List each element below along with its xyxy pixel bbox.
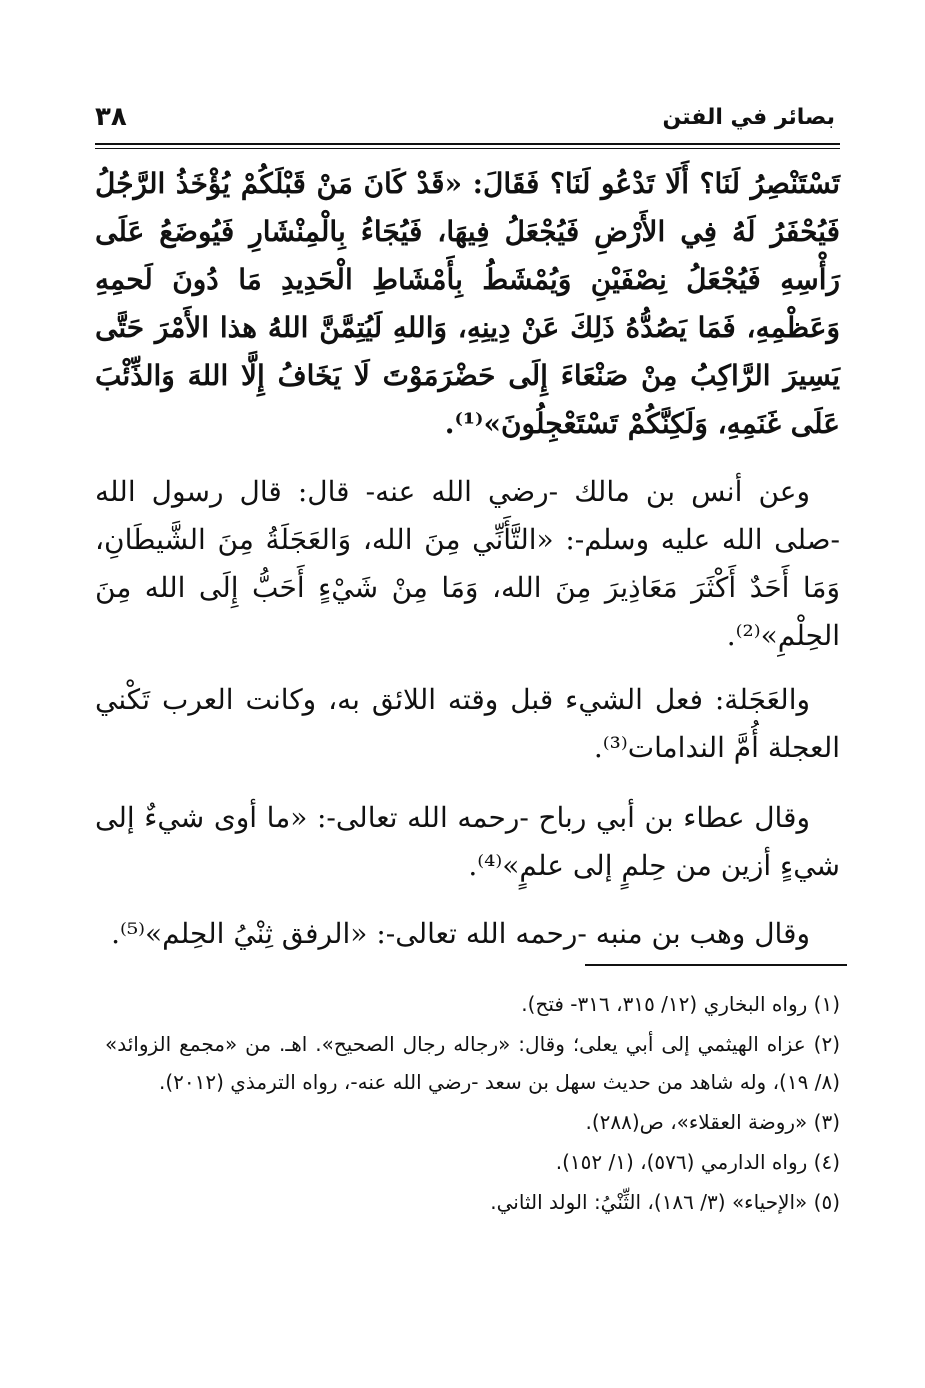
- footnote-2: (٢) عزاه الهيثمي إلى أبي يعلى؛ وقال: «رجاله رجال الصحيح». اهـ. من «مجمع الزوائد» (٨/ ١٩)، وله شاهد من حديث سهل بن سعد -رضي الله عنه-، رواه الترمذي (٢٠١٢).: [105, 1032, 840, 1094]
- footnote-3: (٣) «روضة العقلاء»، ص(٢٨٨).: [585, 1110, 840, 1134]
- footnote-separator: [585, 964, 847, 966]
- footnote-4: (٤) رواه الدارمي (٥٧٦)، (١/ ١٥٢).: [555, 1150, 840, 1174]
- paragraph-hadith-continuation: تَسْتَنْصِرُ لَنَا؟ أَلَا تَدْعُو لَنَا؟ فَقَالَ: «قَدْ كَانَ مَنْ قَبْلَكُمْ يُؤْخَذُ الرَّجُلُ فَيُحْفَرُ لَهُ فِي الأَرْضِ فَيُجْعَلُ فِيهَا، فَيُجَاءُ بِالْمِنْشَارِ فَيُوضَعُ عَلَى رَأْسِهِ فَيُجْعَلُ نِصْفَيْنِ وَيُمْشَطُ بِأَمْشَاطِ الْحَدِيدِ مَا دُونَ لَحمِهِ وَعَظْمِهِ، فَمَا يَصُدُّهُ ذَلِكَ عَنْ دِينِهِ، وَاللهِ لَيُتِمَّنَّ اللهُ هذا الأَمْرَ حَتَّى يَسِيرَ الرَّاكِبُ مِنْ صَنْعَاءَ إِلَى حَضْرَمَوْتَ لَا يَخَافُ إِلَّا اللهَ وَالذِّئْبَ عَلَى غَنَمِهِ، وَلَكِنَّكُمْ تَسْتَعْجِلُونَ»⁽¹⁾.: [95, 167, 840, 440]
- running-title: بصائر في الفتن: [662, 104, 835, 130]
- footnotes: [105, 985, 840, 1223]
- paragraph-ata-quote: وقال عطاء بن أبي رباح -رحمه الله تعالى-: «ما أوى شيءٌ إلى شيءٍ أزين من حِلمٍ إلى علمٍ»⁽⁴⁾.: [95, 801, 840, 882]
- header-rule-thin: [95, 148, 840, 149]
- main-text: [95, 160, 840, 958]
- paragraph-wahb-quote: وقال وهب بن منبه -رحمه الله تعالى-: «الرفق ثِنْيُ الحِلم»⁽⁵⁾.: [111, 917, 810, 950]
- page-number: ٣٨: [95, 102, 127, 132]
- footnote-5: (٥) «الإحياء» (٣/ ١٨٦)، الثِّنْيُ: الولد الثاني.: [490, 1190, 840, 1214]
- page-header: [95, 92, 835, 142]
- paragraph-anas-hadith: وعن أنس بن مالك -رضي الله عنه- قال: قال رسول الله -صلى الله عليه وسلم-: «التَّأَنِّي مِنَ الله، وَالعَجَلَةُ مِنَ الشَّيطَانِ، وَمَا أَحَدٌ أَكْثَرَ مَعَاذِيرَ مِنَ الله، وَمَا مِنْ شَيْءٍ أَحَبُّ إِلَى الله مِنَ الحِلْمِ»⁽²⁾.: [95, 475, 840, 652]
- footnote-1: (١) رواه البخاري (١٢/ ٣١٥، ٣١٦- فتح).: [521, 992, 840, 1016]
- paragraph-ajala-definition: والعَجَلة: فعل الشيء قبل وقته اللائق به، وكانت العرب تَكْني العجلة أُمَّ الندامات⁽³⁾.: [95, 683, 840, 764]
- header-rule: [95, 143, 840, 145]
